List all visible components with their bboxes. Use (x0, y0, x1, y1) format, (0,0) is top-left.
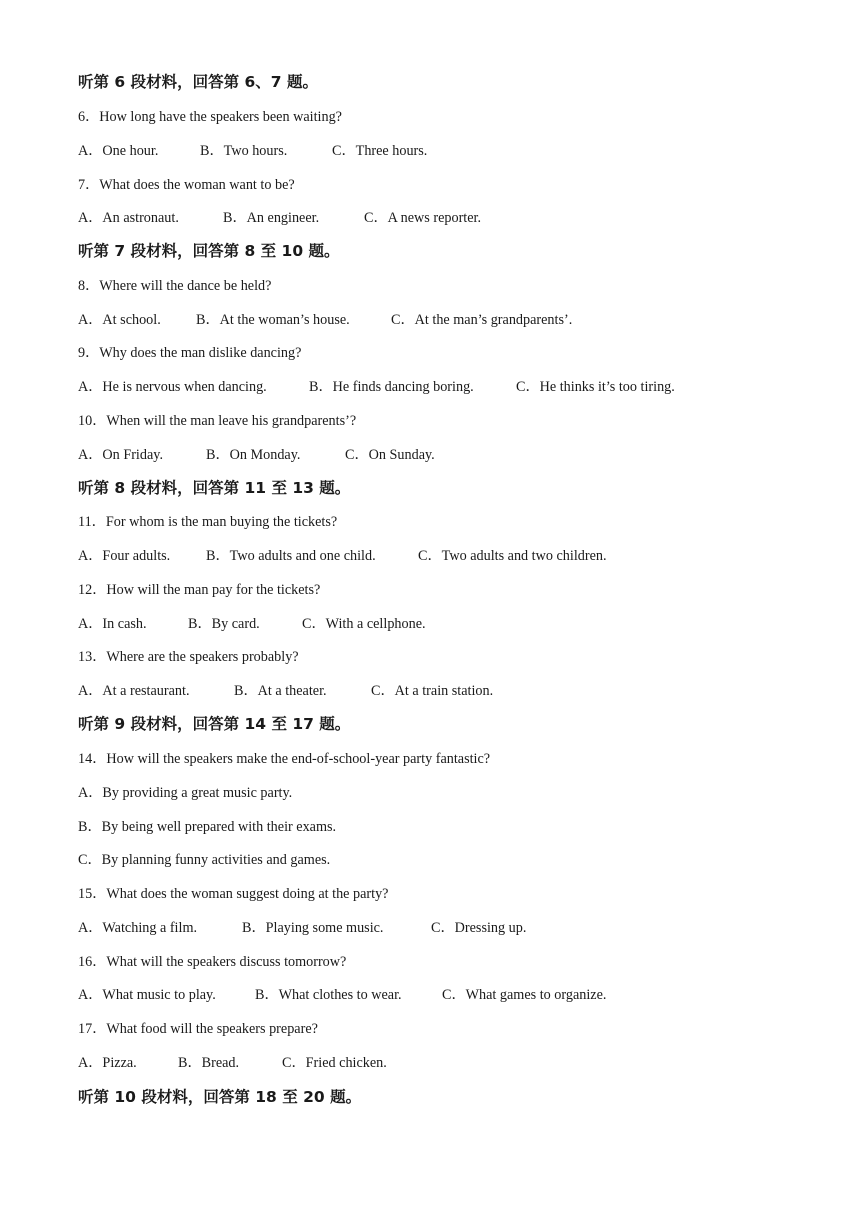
option-c: C．At a train station. (371, 683, 494, 699)
option-b: B．Two hours. (200, 143, 288, 159)
question-7: 7．What does the woman want to be? (78, 177, 295, 193)
option-c: C．Two adults and two children. (418, 548, 607, 564)
options-7 (78, 208, 481, 228)
option-a: A．On Friday. (78, 447, 163, 463)
option-c: C．Dressing up. (431, 920, 527, 936)
option-b: B．What clothes to wear. (255, 987, 402, 1003)
question-11: 11．For whom is the man buying the tickets? (78, 514, 338, 530)
section-heading: 听第 6 段材料，回答第 6、7 题。 (78, 73, 318, 91)
question-13: 13．Where are the speakers probably? (78, 649, 299, 665)
option-a: A．He is nervous when dancing. (78, 379, 267, 395)
option-a: A．In cash. (78, 616, 147, 632)
options-12 (78, 614, 426, 634)
option-b: B．He finds dancing boring. (309, 379, 474, 395)
section-heading: 听第 8 段材料，回答第 11 至 13 题。 (78, 479, 351, 497)
section-heading: 听第 7 段材料，回答第 8 至 10 题。 (78, 242, 340, 260)
option-b: B．On Monday. (206, 447, 301, 463)
option-c: C．He thinks it’s too tiring. (516, 379, 675, 395)
option-c: C．Fried chicken. (282, 1055, 387, 1071)
option-a: A．One hour. (78, 143, 159, 159)
option-b: B．By card. (188, 616, 260, 632)
option-c: C．What games to organize. (442, 987, 607, 1003)
option-b: B．Playing some music. (242, 920, 384, 936)
question-17: 17．What food will the speakers prepare? (78, 1021, 318, 1037)
option-a: A．An astronaut. (78, 210, 179, 226)
option-c: C．At the man’s grandparents’. (391, 312, 573, 328)
option-b: B．At a theater. (234, 683, 327, 699)
option-a: A．Four adults. (78, 548, 171, 564)
section-heading: 听第 9 段材料，回答第 14 至 17 题。 (78, 715, 351, 733)
question-10: 10．When will the man leave his grandparents’? (78, 413, 357, 429)
options-8 (78, 310, 572, 330)
question-6: 6．How long have the speakers been waiting? (78, 109, 342, 125)
options-10 (78, 445, 435, 465)
options-16 (78, 985, 606, 1005)
option-14-a: A．By providing a great music party. (78, 785, 293, 801)
question-9: 9．Why does the man dislike dancing? (78, 345, 302, 361)
question-14: 14．How will the speakers make the end-of-school-year party fantastic? (78, 751, 491, 767)
question-12: 12．How will the man pay for the tickets? (78, 582, 321, 598)
options-13 (78, 681, 493, 701)
question-15: 15．What does the woman suggest doing at the party? (78, 886, 389, 902)
option-c: C．A news reporter. (364, 210, 482, 226)
options-11 (78, 546, 607, 566)
option-14-b: B．By being well prepared with their exams. (78, 819, 337, 835)
option-c: C．Three hours. (332, 143, 428, 159)
section-heading: 听第 10 段材料，回答第 18 至 20 题。 (78, 1088, 362, 1106)
option-b: B．At the woman’s house. (196, 312, 350, 328)
options-6 (78, 141, 427, 161)
option-c: C．On Sunday. (345, 447, 435, 463)
option-b: B．Two adults and one child. (206, 548, 376, 564)
options-15 (78, 918, 526, 938)
options-17 (78, 1053, 387, 1073)
option-14-c: C．By planning funny activities and games. (78, 852, 331, 868)
option-a: A．Pizza. (78, 1055, 137, 1071)
question-8: 8．Where will the dance be held? (78, 278, 272, 294)
options-9 (78, 377, 675, 397)
option-a: A．Watching a film. (78, 920, 198, 936)
option-a: A．At a restaurant. (78, 683, 190, 699)
option-b: B．Bread. (178, 1055, 240, 1071)
option-a: A．What music to play. (78, 987, 216, 1003)
option-a: A．At school. (78, 312, 161, 328)
option-c: C．With a cellphone. (302, 616, 426, 632)
question-16: 16．What will the speakers discuss tomorrow? (78, 954, 347, 970)
option-b: B．An engineer. (223, 210, 320, 226)
